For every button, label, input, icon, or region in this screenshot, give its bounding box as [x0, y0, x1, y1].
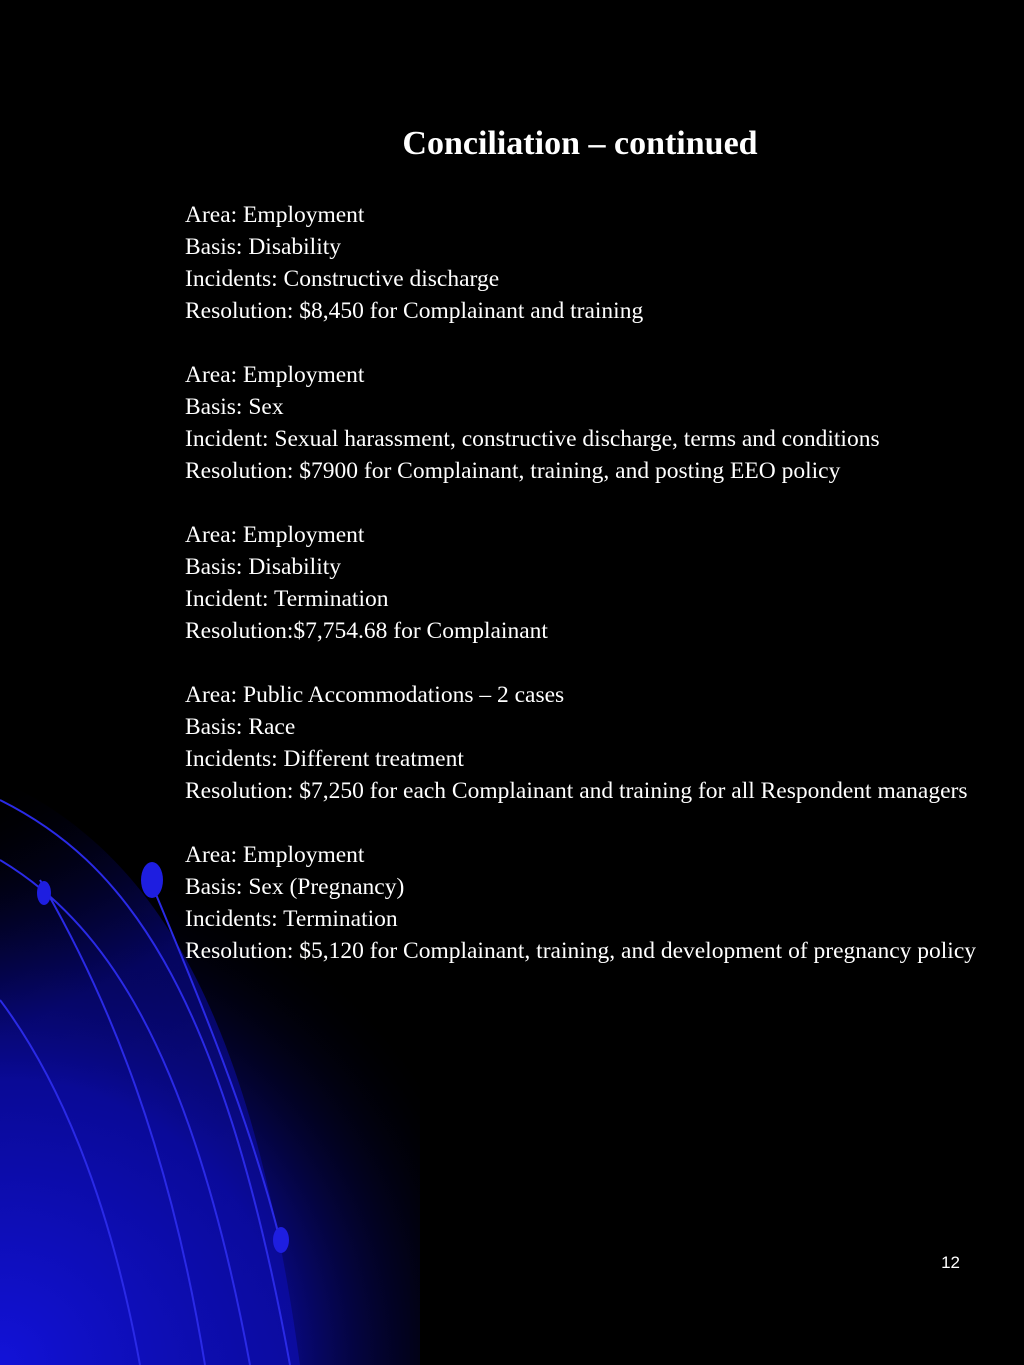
- slide-title: Conciliation – continued: [402, 125, 758, 162]
- case-incident: Incident: Sexual harassment, constructive discharge, terms and conditions: [185, 426, 880, 452]
- case-item: [185, 839, 985, 967]
- case-area: Area: Employment: [185, 842, 365, 868]
- case-incident: Incidents: Termination: [185, 906, 398, 932]
- case-resolution: Resolution:$7,754.68 for Complainant: [185, 618, 548, 644]
- case-area: Area: Employment: [185, 362, 365, 388]
- case-item: [185, 519, 985, 647]
- case-resolution: Resolution: $7,250 for each Complainant and training for all Respondent managers: [185, 778, 968, 804]
- case-basis: Basis: Sex (Pregnancy): [185, 874, 405, 900]
- case-area: Area: Employment: [185, 522, 365, 548]
- case-basis: Basis: Race: [185, 714, 296, 740]
- case-incident: Incidents: Different treatment: [185, 746, 464, 772]
- case-basis: Basis: Disability: [185, 234, 342, 260]
- case-list: [185, 199, 985, 999]
- case-incident: Incident: Termination: [185, 586, 389, 612]
- case-incident: Incidents: Constructive discharge: [185, 266, 500, 292]
- case-basis: Basis: Disability: [185, 554, 342, 580]
- page-number: 12: [941, 1253, 960, 1272]
- case-resolution: Resolution: $8,450 for Complainant and training: [185, 298, 644, 324]
- case-resolution: Resolution: $7900 for Complainant, training, and posting EEO policy: [185, 458, 841, 484]
- case-item: [185, 199, 985, 327]
- case-area: Area: Employment: [185, 202, 365, 228]
- case-area: Area: Public Accommodations – 2 cases: [185, 682, 565, 708]
- case-item: [185, 679, 985, 807]
- case-resolution: Resolution: $5,120 for Complainant, training, and development of pregnancy policy: [185, 938, 977, 964]
- case-item: [185, 359, 985, 487]
- case-basis: Basis: Sex: [185, 394, 284, 420]
